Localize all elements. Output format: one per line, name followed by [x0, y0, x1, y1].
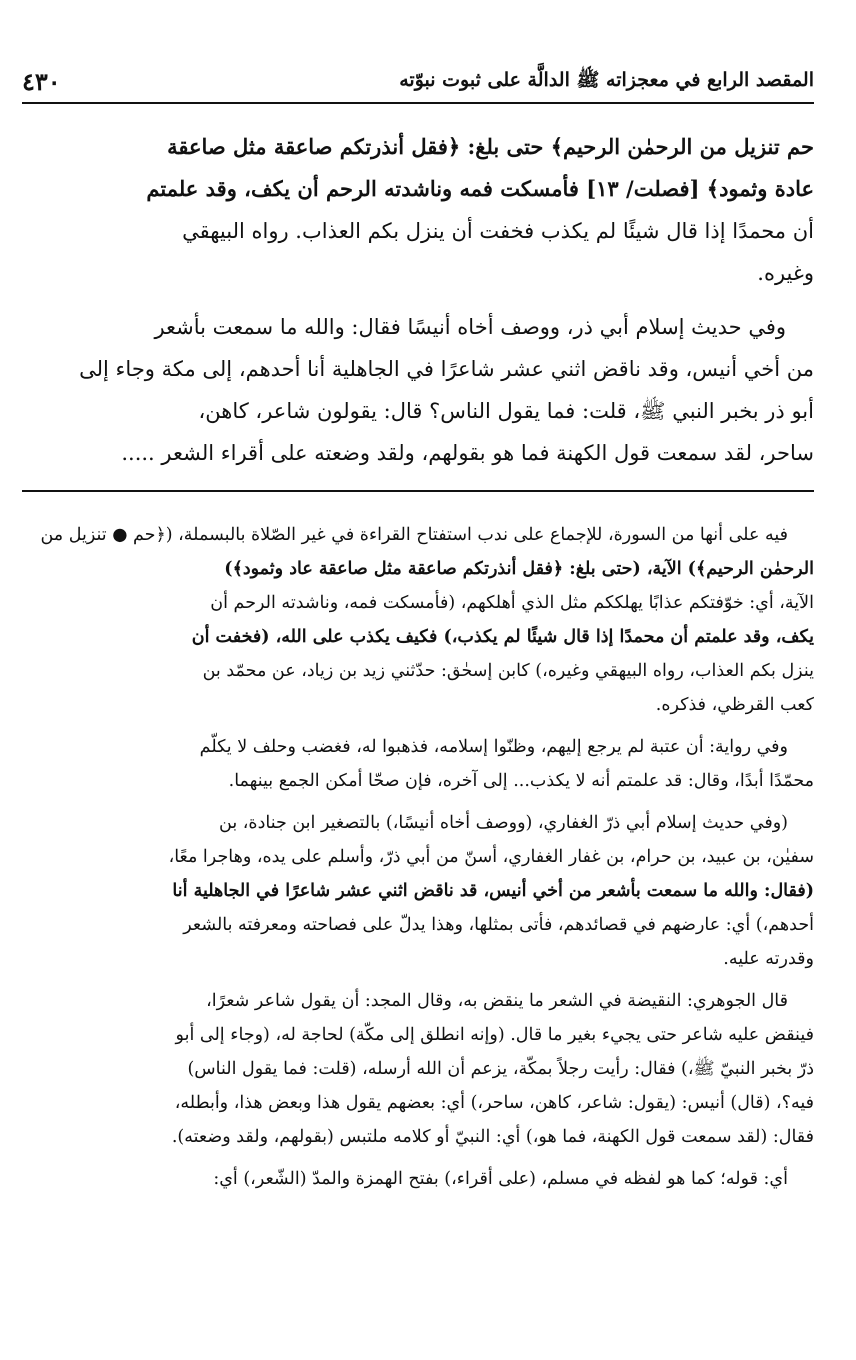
- text-line: عادة وثمود﴾ [فصلت/ ١٣] فأمسكت فمه وناشدته الرحم أن يكف، وقد علمتم: [146, 176, 814, 201]
- text-line: أن محمدًا إذا قال شيئًا لم يكذب فخفت أن ينزل بكم العذاب. رواه البيهقي: [182, 219, 814, 243]
- commentary-paragraph: [22, 518, 814, 722]
- text-line: ينزل بكم العذاب، رواه البيهقي وغيره،) كابن إسحٰق: حدّثني زيد بن زياد، عن محمّد بن: [202, 661, 814, 681]
- text-line: وقدرته عليه.: [723, 949, 814, 969]
- text-line: من أخي أنيس، وقد ناقض اثني عشر شاعرًا في الجاهلية أنا أحدهم، إلى مكة وجاء إلى: [79, 357, 814, 381]
- text-line: أبو ذر بخبر النبي ﷺ، قلت: فما يقول الناس؟ قال: يقولون شاعر، كاهن،: [198, 399, 814, 423]
- text-line: حم تنزيل من الرحمٰن الرحيم﴾ حتى بلغ: ﴿فقل أنذرتكم صاعقة مثل صاعقة: [167, 134, 814, 159]
- text-line: قال الجوهري: النقيضة في الشعر ما ينقض به، وقال المجد: أن يقول شاعر شعرًا،: [206, 991, 788, 1011]
- text-line: فينقض عليه شاعر حتى يجيء بغير ما قال. (وإنه انطلق إلى مكّة) لحاجة له، (وجاء إلى أبو: [175, 1025, 814, 1045]
- text-line: الآية، أي: خوّفتكم عذابًا يهلككم مثل الذي أهلكهم، (فأمسكت فمه، وناشدته الرحم أن: [210, 593, 814, 613]
- text-line: وغيره.: [757, 261, 814, 285]
- commentary: [22, 518, 814, 1196]
- text-line: سفيٰن، بن عبيد، بن حرام، بن غفار الغفاري، أسنّ من أبي ذرّ، وأسلم على يده، وهاجرا معًا،: [168, 847, 814, 867]
- separator-line: [22, 490, 814, 492]
- text-line: أي: قوله؛ كما هو لفظه في مسلم، (على أقراء،) بفتح الهمزة والمدّ (الشّعر،) أي:: [213, 1169, 788, 1189]
- commentary-paragraph: [22, 984, 814, 1154]
- text-line: الرحمٰن الرحيم﴾) الآية، (حتى بلغ: ﴿فقل أنذرتكم صاعقة مثل صاعقة عاد وثمود﴾): [224, 559, 814, 579]
- text-line: وفي حديث إسلام أبي ذر، ووصف أخاه أنيسًا فقال: والله ما سمعت بأشعر: [154, 315, 786, 339]
- commentary-paragraph: [22, 806, 814, 976]
- text-line: يكف، وقد علمتم أن محمدًا إذا قال شيئًا لم يكذب،) فكيف يكذب على الله، (فخفت أن: [191, 627, 814, 647]
- page-header: [22, 0, 814, 104]
- text-line: محمّدًا أبدًا، وقال: قد علمتم أنه لا يكذب... إلى آخره، فإن صحّا أمكن الجمع بينهما.: [228, 771, 814, 791]
- commentary-paragraph: [22, 1162, 814, 1196]
- text-line: أحدهم،) أي: عارضهم في قصائدهم، فأتى بمثلها، وهذا يدلّ على فصاحته ومعرفته بالشعر: [183, 915, 814, 935]
- text-line: فيه على أنها من السورة، للإجماع على ندب استفتاح القراءة في غير الصّلاة بالبسملة، (﴿حم ● تنزيل من: [40, 525, 788, 545]
- running-title: المقصد الرابع في معجزاته ﷺ الدالَّة على ثبوت نبوّته: [399, 69, 814, 91]
- text-line: ساحر، لقد سمعت قول الكهنة فما هو بقولهم، ولقد وضعته على أقراء الشعر .....: [121, 441, 814, 465]
- text-line: فقال: (لقد سمعت قول الكهنة، فما هو،) أي: النبيّ أو كلامه ملتبس (بقولهم، ولقد وضعته).: [171, 1127, 814, 1147]
- main-paragraph: [22, 126, 814, 294]
- text-line: (وفي حديث إسلام أبي ذرّ الغفاري، (ووصف أخاه أنيسًا،) بالتصغير ابن جنادة، بن: [219, 813, 788, 833]
- text-line: ذرّ بخبر النبيّ ﷺ،) فقال: رأيت رجلاً بمكّة، يزعم أن الله أرسله، (قلت: فما يقول الناس): [187, 1059, 814, 1079]
- text-line: فيه؟، (قال) أنيس: (يقول: شاعر، كاهن، ساحر،) أي: بعضهم يقول هذا وبعض هذا، وأبطله،: [174, 1093, 814, 1113]
- main-text: [22, 126, 814, 474]
- main-paragraph: [22, 306, 814, 474]
- commentary-paragraph: [22, 730, 814, 798]
- text-line: كعب القرظي، فذكره.: [655, 695, 814, 715]
- text-line: (فقال: والله ما سمعت بأشعر من أخي أنيس، قد ناقض اثني عشر شاعرًا في الجاهلية أنا: [172, 881, 814, 901]
- text-line: وفي رواية: أن عتبة لم يرجع إليهم، وظنّوا إسلامه، فذهبوا له، فغضب وحلف لا يكلّم: [199, 737, 788, 757]
- page-number: ٤٣٠: [22, 67, 61, 96]
